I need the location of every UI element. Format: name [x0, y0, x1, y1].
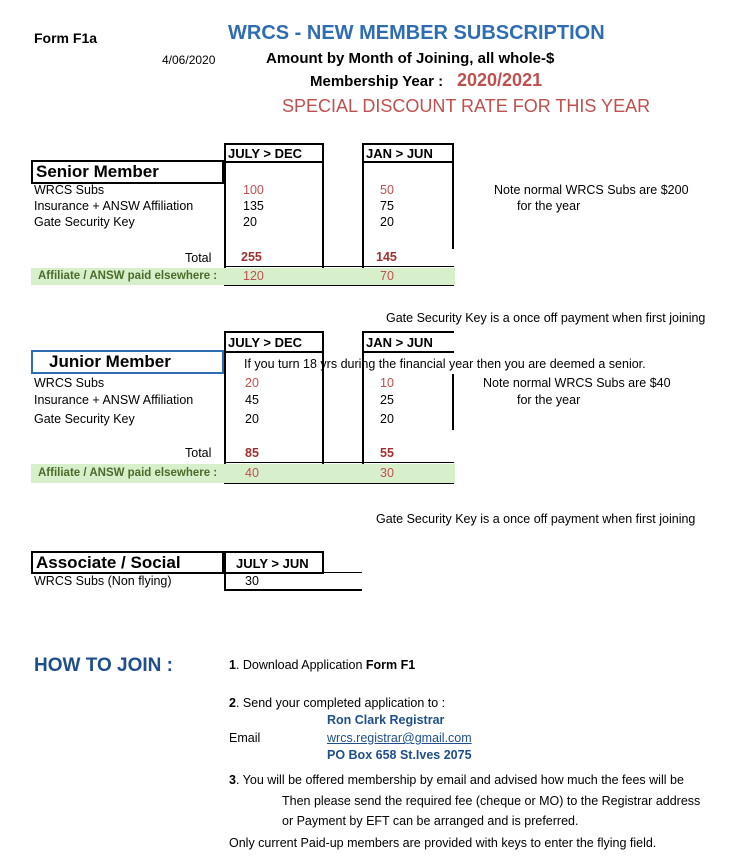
associate-col: JULY > JUN — [236, 556, 309, 571]
junior-subs-july: 20 — [245, 376, 259, 390]
senior-col-jan: JAN > JUN — [366, 146, 433, 161]
discount-banner: SPECIAL DISCOUNT RATE FOR THIS YEAR — [282, 96, 651, 116]
junior-row-label: Gate Security Key — [34, 412, 135, 426]
senior-total-july: 255 — [241, 250, 262, 264]
senior-note-line2: for the year — [517, 199, 581, 213]
junior-key-jan: 20 — [380, 412, 394, 426]
step-3-line-2: Then please send the required fee (cheque or MO) to the Registrar address — [282, 794, 701, 808]
senior-insurance-july: 135 — [243, 199, 264, 213]
membership-year: 2020/2021 — [457, 70, 543, 90]
footer-note: Only current Paid-up members are provided with keys to enter the flying field. — [229, 836, 657, 850]
senior-total-jan: 145 — [376, 250, 397, 264]
registrar-name: Ron Clark Registrar — [327, 713, 445, 727]
registrar-email-link[interactable]: wrcs.registrar@gmail.com — [327, 731, 472, 745]
junior-affiliate-july: 40 — [245, 466, 259, 480]
senior-gate-note: Gate Security Key is a once off payment when first joining — [386, 311, 706, 325]
associate-value: 30 — [245, 574, 259, 588]
email-label: Email — [229, 731, 261, 745]
junior-insurance-july: 45 — [245, 393, 259, 407]
senior-affiliate-july: 120 — [243, 269, 264, 283]
step-1: 1. Download Application Form F1 — [229, 658, 416, 672]
junior-affiliate-jan: 30 — [380, 466, 394, 480]
senior-key-jan: 20 — [380, 215, 394, 229]
senior-row-label: Gate Security Key — [34, 215, 135, 229]
junior-affiliate-label: Affiliate / ANSW paid elsewhere : — [38, 467, 218, 479]
senior-total-label: Total — [185, 251, 212, 265]
associate-heading: Associate / Social — [31, 551, 224, 574]
junior-gate-note: Gate Security Key is a once off payment when first joining — [376, 512, 696, 526]
junior-row-label: Insurance + ANSW Affiliation — [34, 393, 194, 407]
junior-note: Note normal WRCS Subs are $40 — [483, 376, 671, 390]
junior-row-label: WRCS Subs — [34, 376, 105, 390]
junior-col-jan: JAN > JUN — [366, 335, 433, 350]
junior-total-jan: 55 — [380, 446, 394, 460]
how-to-join-heading: HOW TO JOIN : — [34, 655, 173, 676]
senior-insurance-jan: 75 — [380, 199, 394, 213]
step-3: 3. You will be offered membership by email and advised how much the fees will be — [229, 773, 684, 787]
senior-row-label: WRCS Subs — [34, 183, 105, 197]
senior-subs-july: 100 — [243, 183, 264, 197]
junior-member-heading: Junior Member — [31, 350, 224, 374]
senior-note: Note normal WRCS Subs are $200 — [494, 183, 689, 197]
subtitle: Amount by Month of Joining, all whole-$ — [266, 50, 555, 67]
junior-key-july: 20 — [245, 412, 259, 426]
po-box-address: PO Box 658 St.Ives 2075 — [327, 748, 472, 762]
junior-insurance-jan: 25 — [380, 393, 394, 407]
junior-col-july: JULY > DEC — [228, 335, 303, 350]
senior-col-july: JULY > DEC — [228, 146, 303, 161]
senior-subs-jan: 50 — [380, 183, 394, 197]
senior-row-label: Insurance + ANSW Affiliation — [34, 199, 194, 213]
form-id: Form F1a — [34, 30, 98, 46]
step-2: 2. Send your completed application to : — [229, 696, 446, 710]
step-3-line-3: or Payment by EFT can be arranged and is preferred. — [282, 814, 579, 828]
senior-member-heading: Senior Member — [31, 160, 224, 184]
membership-year-label: Membership Year : — [310, 73, 444, 90]
junior-total-label: Total — [185, 446, 212, 460]
junior-total-july: 85 — [245, 446, 259, 460]
form-date: 4/06/2020 — [162, 53, 216, 67]
junior-note-line2: for the year — [517, 393, 581, 407]
senior-affiliate-label: Affiliate / ANSW paid elsewhere : — [38, 270, 218, 282]
senior-affiliate-jan: 70 — [380, 269, 394, 283]
junior-subs-jan: 10 — [380, 376, 394, 390]
associate-row-label: WRCS Subs (Non flying) — [34, 574, 172, 588]
senior-key-july: 20 — [243, 215, 257, 229]
page-title: WRCS - NEW MEMBER SUBSCRIPTION — [228, 22, 605, 44]
junior-age-note: If you turn 18 yrs during the financial year then you are deemed a senior. — [244, 357, 646, 371]
